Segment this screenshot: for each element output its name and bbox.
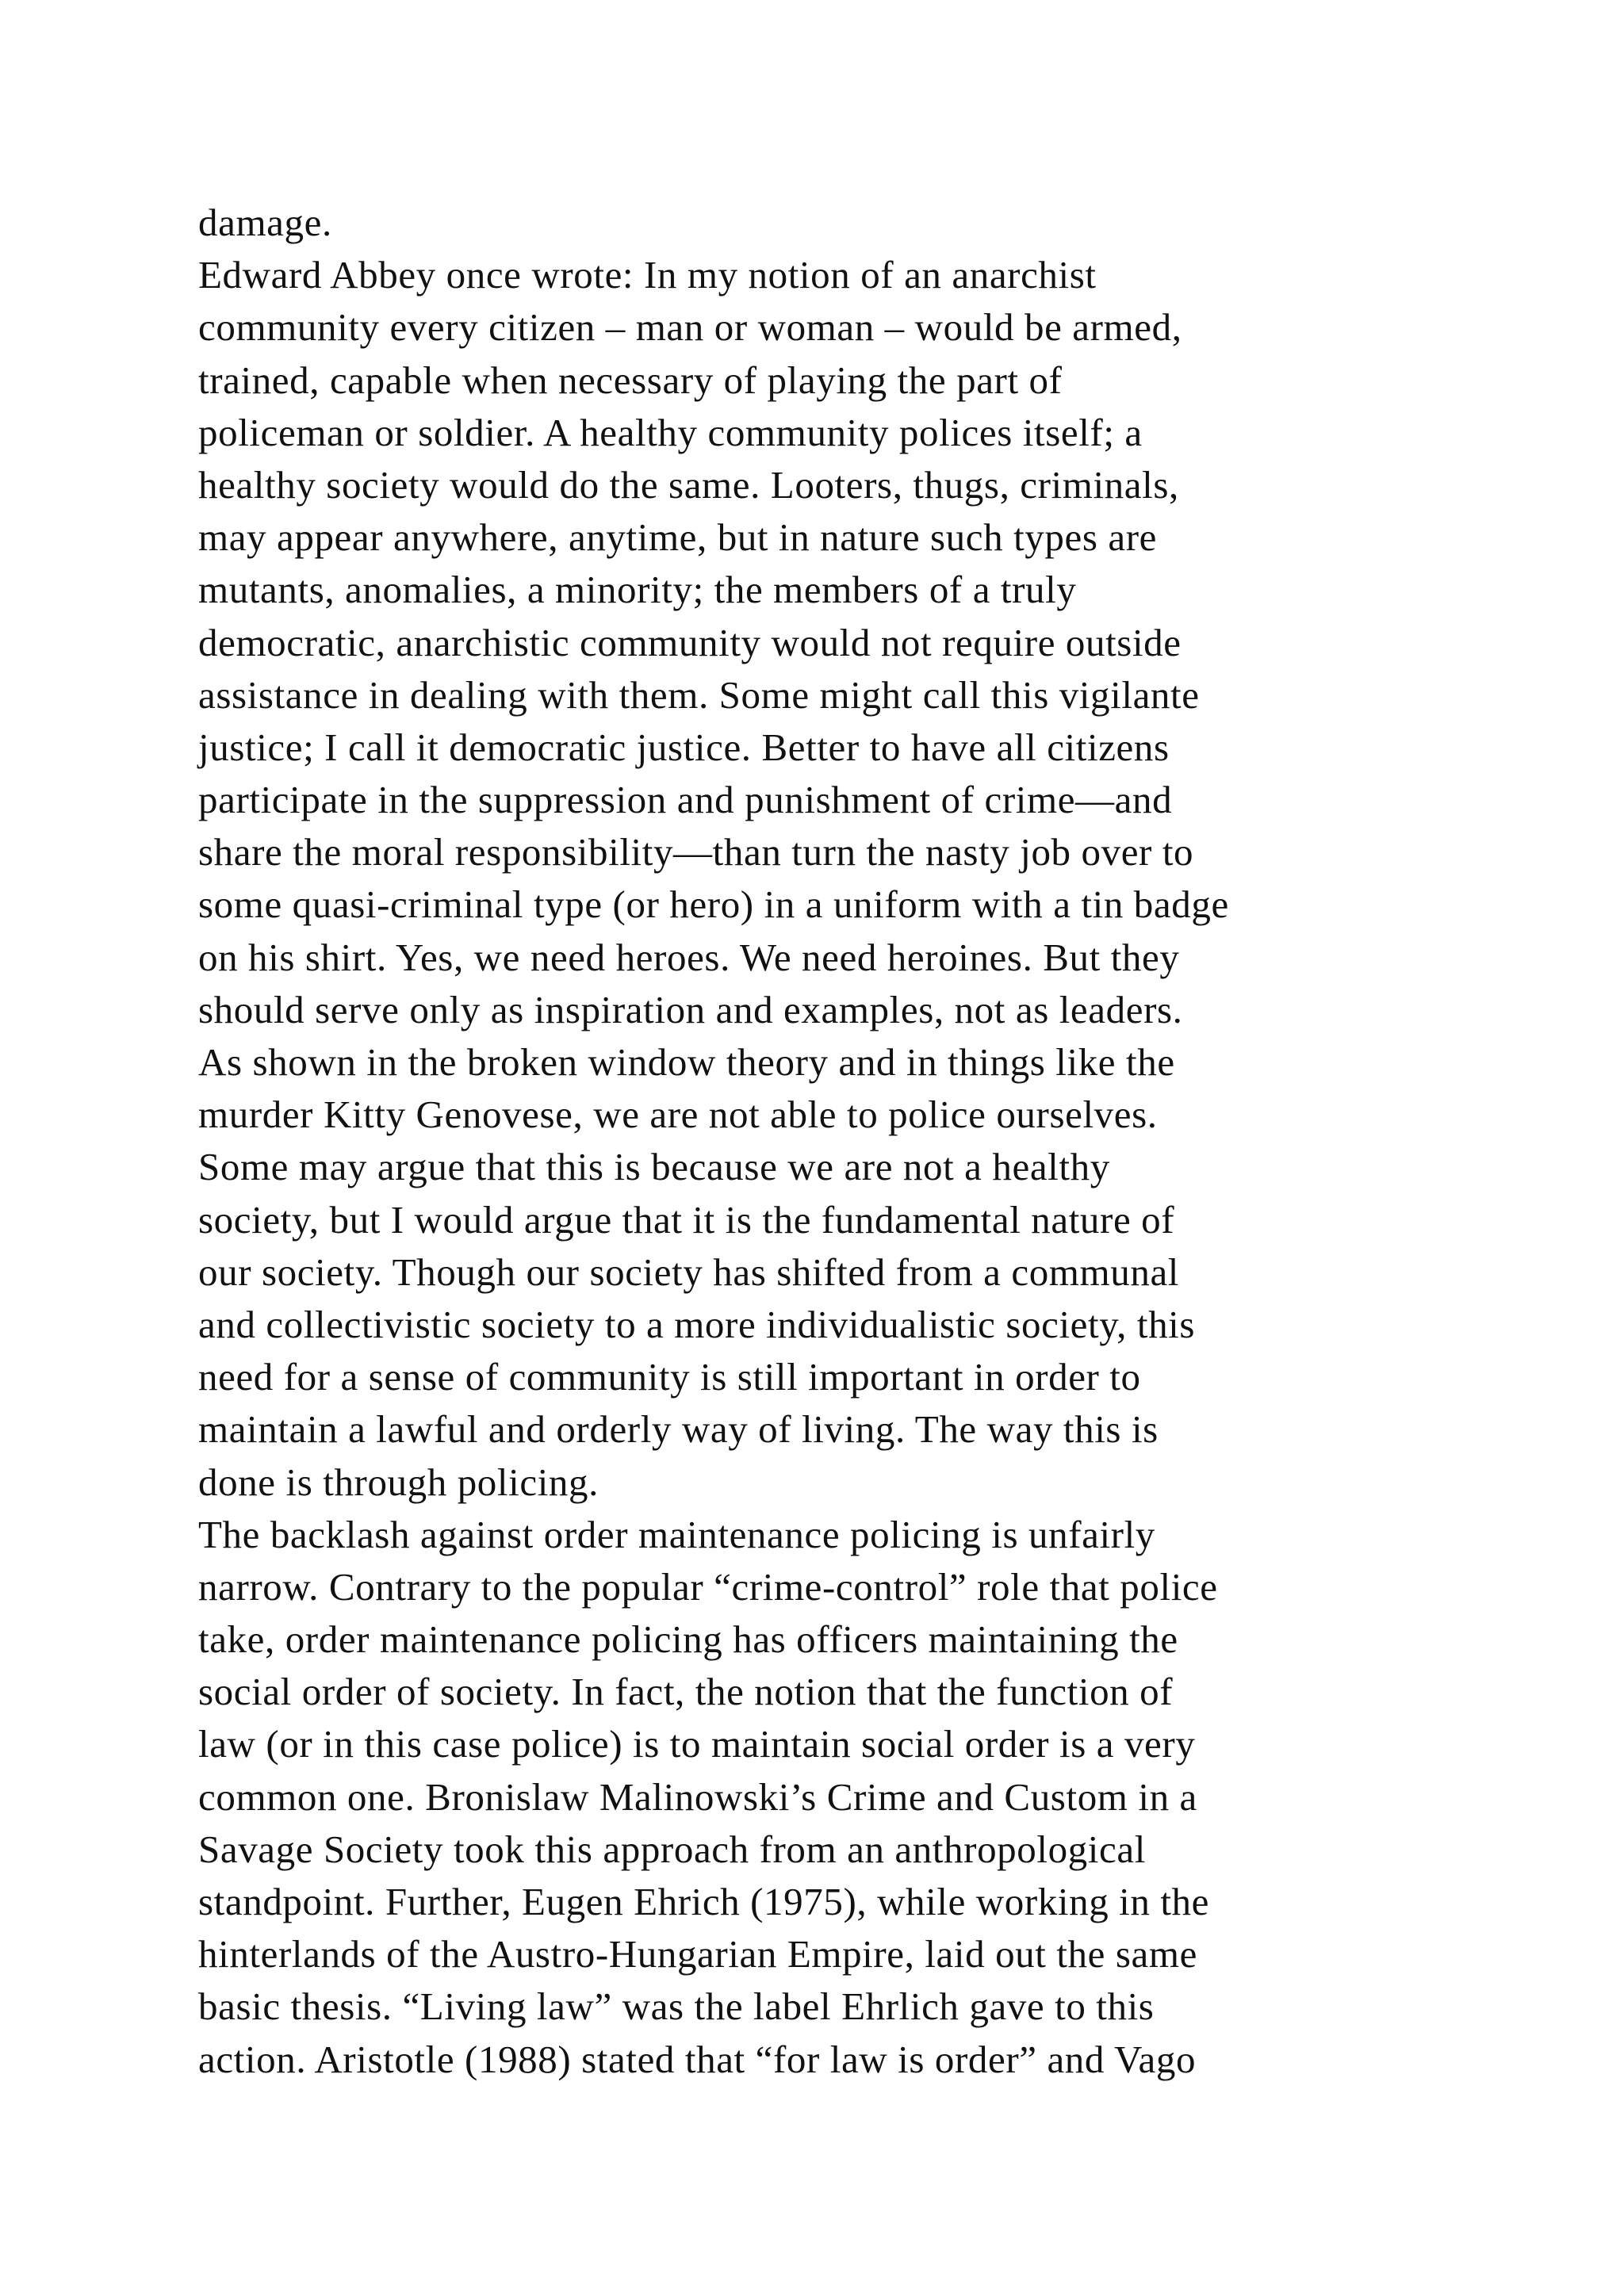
text-line: democratic, anarchistic community would not require outside [198,620,1182,664]
text-line: our society. Though our society has shifted from a communal [198,1249,1179,1294]
text-line: trained, capable when necessary of playing the part of [198,358,1063,402]
text-line: community every citizen – man or woman – would be armed, [198,305,1182,350]
text-line: done is through policing. [198,1460,599,1504]
text-line: murder Kitty Genovese, we are not able to police ourselves. [198,1093,1158,1137]
text-line: Some may argue that this is because we are not a healthy [198,1145,1110,1189]
text-line: may appear anywhere, anytime, but in nature such types are [198,515,1157,560]
text-line: narrow. Contrary to the popular “crime-control” role that police [198,1564,1218,1609]
text-line: should serve only as inspiration and examples, not as leaders. [198,987,1183,1031]
text-line: action. Aristotle (1988) stated that “for law is order” and Vago [198,2037,1197,2081]
text-line: maintain a lawful and orderly way of living. The way this is [198,1407,1159,1452]
text-line: damage. [198,201,332,244]
text-line: standpoint. Further, Eugen Ehrich (1975), while working in the [198,1880,1209,1923]
text-line: Savage Society took this approach from an anthropological [198,1827,1146,1871]
text-line: take, order maintenance policing has officers maintaining the [198,1617,1178,1662]
text-line: some quasi-criminal type (or hero) in a uniform with a tin badge [198,882,1229,927]
text-line: law (or in this case police) is to maintain social order is a very [198,1722,1196,1766]
text-line: As shown in the broken window theory and in things like the [198,1040,1175,1084]
text-line: participate in the suppression and punishment of crime—and [198,778,1173,822]
text-line: share the moral responsibility—than turn the nasty job over to [198,830,1194,874]
text-line: basic thesis. “Living law” was the label Ehrlich gave to this [198,1984,1155,2029]
text-line: on his shirt. Yes, we need heroes. We need heroines. But they [198,935,1180,979]
text-line: assistance in dealing with them. Some might call this vigilante [198,672,1200,717]
text-line: social order of society. In fact, the notion that the function of [198,1670,1174,1714]
text-line: and collectivistic society to a more individualistic society, this [198,1302,1196,1346]
text-line: policeman or soldier. A healthy community polices itself; a [198,410,1143,454]
text-line: need for a sense of community is still important in order to [198,1355,1141,1399]
text-line: society, but I would argue that it is the fundamental nature of [198,1197,1175,1242]
text-line: hinterlands of the Austro-Hungarian Empire, laid out the same [198,1932,1197,1976]
text-line: justice; I call it democratic justice. Better to have all citizens [198,725,1170,769]
text-line: Edward Abbey once wrote: In my notion of an anarchist [198,253,1097,297]
text-line: mutants, anomalies, a minority; the members of a truly [198,568,1077,612]
text-line: common one. Bronislaw Malinowski’s Crime and Custom in a [198,1774,1197,1819]
document-body [198,197,1467,2086]
text-line: healthy society would do the same. Looters, thugs, criminals, [198,462,1179,507]
text-line: The backlash against order maintenance policing is unfairly [198,1512,1155,1556]
